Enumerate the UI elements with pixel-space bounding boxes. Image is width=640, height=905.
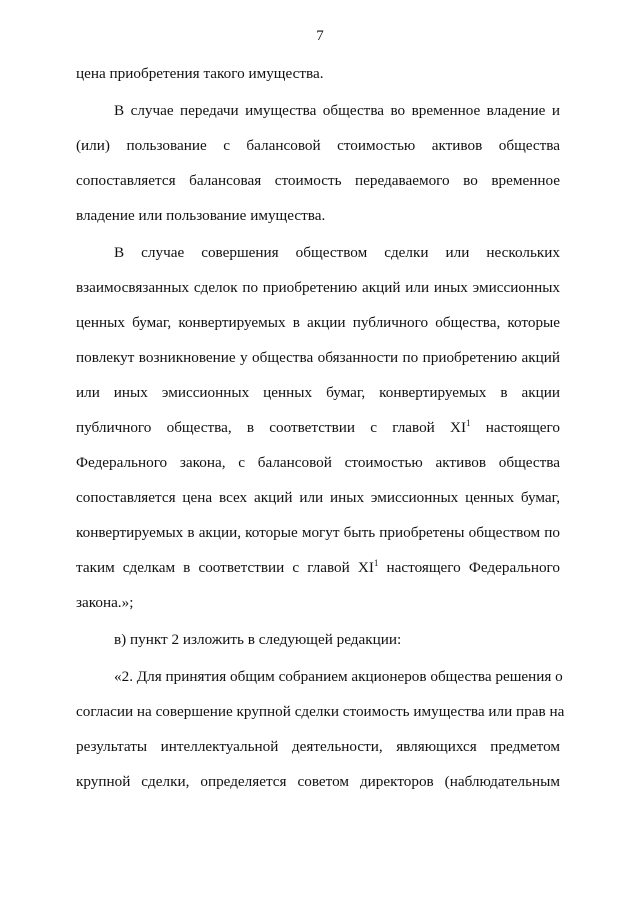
text-line: или иных эмиссионных ценных бумаг, конвертируемых в акции — [76, 384, 560, 401]
text-line: согласии на совершение крупной сделки стоимость имущества или прав на — [76, 703, 565, 720]
superscript: 1 — [373, 558, 379, 568]
text-line: В случае совершения обществом сделки или нескольких — [114, 244, 560, 261]
text-line: сопоставляется балансовая стоимость передаваемого во временное — [76, 172, 560, 189]
text-line — [76, 558, 560, 578]
text-segment: публичного общества, в соответствии с главой XI — [76, 419, 467, 436]
text-line: Федерального закона, с балансовой стоимостью активов общества — [76, 454, 560, 471]
text-line: конвертируемых в акции, которые могут быть приобретены обществом по — [76, 524, 560, 541]
text-line: в) пункт 2 изложить в следующей редакции: — [114, 631, 402, 648]
text-line: В случае передачи имущества общества во временное владение и — [114, 102, 560, 119]
text-line: цена приобретения такого имущества. — [76, 65, 324, 82]
page-number: 7 — [316, 28, 324, 44]
text-line: повлекут возникновение у общества обязанности по приобретению акций — [76, 349, 560, 366]
superscript: 1 — [466, 418, 471, 428]
text-line: сопоставляется цена всех акций или иных эмиссионных ценных бумаг, — [76, 489, 560, 506]
text-line: закона.»; — [76, 594, 134, 611]
text-line — [76, 418, 560, 438]
text-line: владение или пользование имущества. — [76, 207, 326, 224]
text-line: (или) пользование с балансовой стоимостью активов общества — [76, 137, 560, 154]
text-line: результаты интеллектуальной деятельности, являющихся предметом — [76, 738, 560, 755]
text-line: взаимосвязанных сделок по приобретению акций или иных эмиссионных — [76, 279, 560, 296]
text-line: «2. Для принятия общим собранием акционеров общества решения о — [114, 668, 563, 685]
text-segment: таким сделкам в соответствии с главой XI — [76, 559, 374, 576]
text-segment: настоящего — [470, 419, 560, 436]
text-line: ценных бумаг, конвертируемых в акции публичного общества, которые — [76, 314, 560, 331]
text-line: крупной сделки, определяется советом директоров (наблюдательным — [76, 773, 560, 790]
text-segment: настоящего Федерального — [378, 559, 560, 576]
